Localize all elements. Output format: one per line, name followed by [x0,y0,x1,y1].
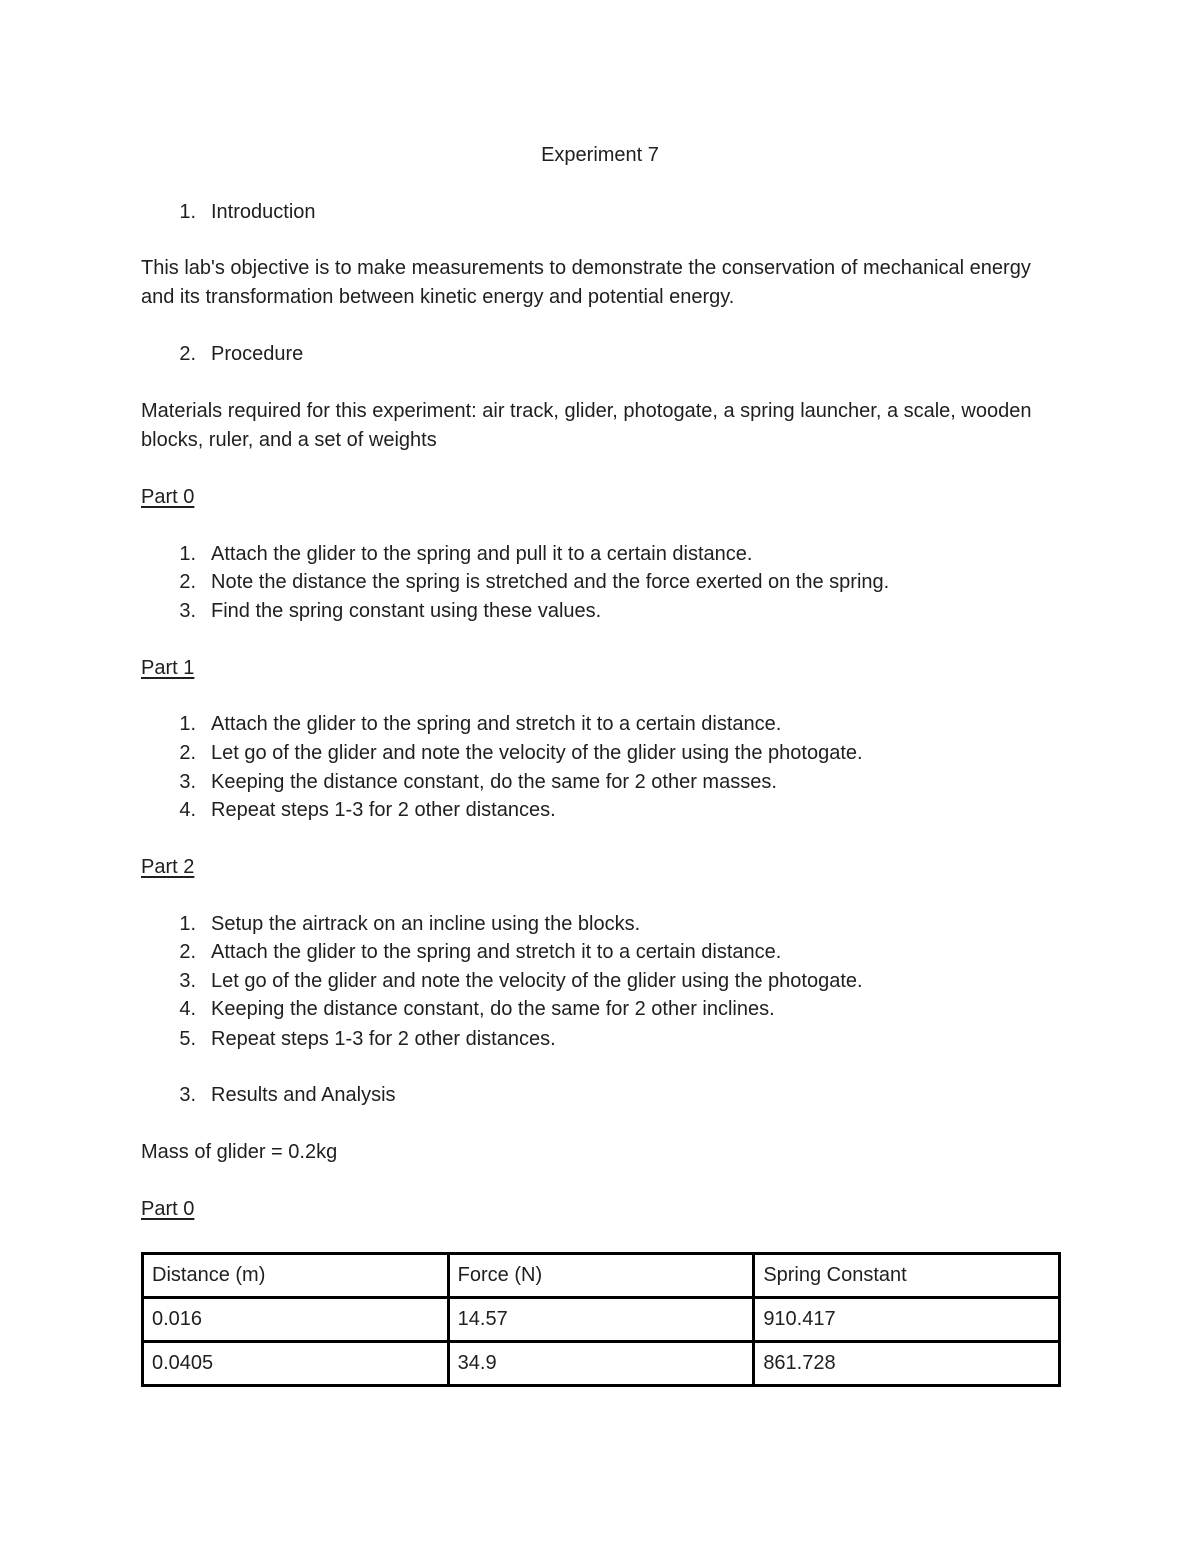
section-number: 1 . [176,198,196,226]
table-cell: 14.57 [448,1298,754,1342]
table-header-row [143,1254,1060,1298]
section-number: 2 . [176,340,196,368]
materials-paragraph: Materials required for this experiment: air track, glider, photogate, a spring launcher, a scale, wooden blocks, ruler, and a set of weights [141,400,1032,451]
column-header: Force (N) [448,1254,754,1298]
spring-constant-table [141,1252,1061,1387]
column-header: Spring Constant [754,1254,1060,1298]
section-number: 3 . [176,1081,196,1109]
results-part0-heading: Part 0 [141,1198,195,1220]
section-title: Introduction [211,201,316,223]
part0-heading: Part 0 [141,486,195,508]
table-row [143,1342,1060,1386]
mass-of-glider: Mass of glider = 0.2kg [141,1141,338,1163]
table-cell: 0.0405 [143,1342,449,1386]
section-title: Results and Analysis [211,1084,396,1106]
table-row [143,1298,1060,1342]
section-title: Procedure [211,343,304,365]
part1-heading: Part 1 [141,657,195,679]
table-cell: 861.728 [754,1342,1060,1386]
column-header: Distance (m) [143,1254,449,1298]
document-title: Experiment 7 [541,144,659,166]
part2-heading: Part 2 [141,856,195,878]
table-cell: 0.016 [143,1298,449,1342]
intro-paragraph: This lab's objective is to make measurements to demonstrate the conservation of mechanical energy and its transformation between kinetic energy and potential energy. [141,257,1031,308]
table-cell: 910.417 [754,1298,1060,1342]
table-cell: 34.9 [448,1342,754,1386]
